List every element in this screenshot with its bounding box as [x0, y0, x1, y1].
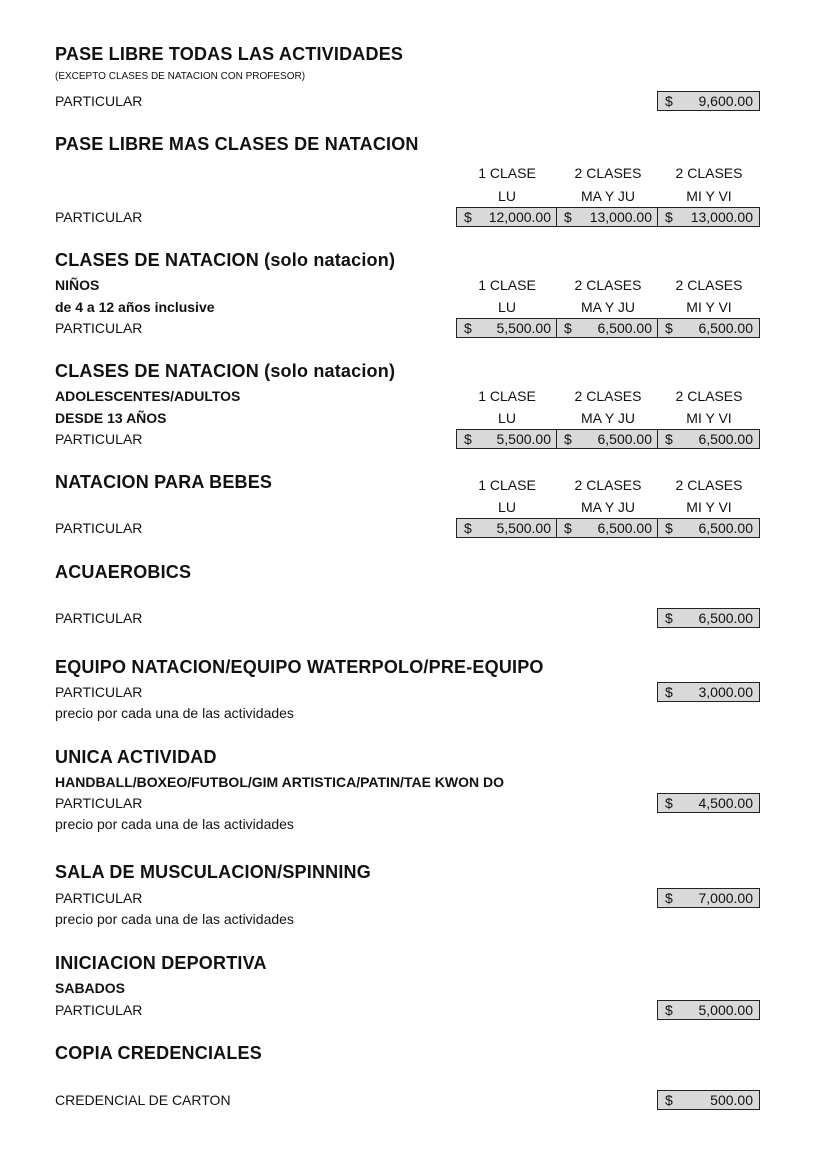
col-head-2-clases: 2 CLASES	[574, 477, 642, 493]
price-cell	[456, 518, 558, 538]
price-value: 6,500.00	[597, 431, 652, 447]
col-days-ma-ju: MA Y JU	[581, 299, 635, 315]
col-days-mi-vi: MI Y VI	[686, 499, 732, 515]
currency-symbol: $	[665, 890, 673, 906]
currency-symbol: $	[464, 320, 472, 336]
row-label-particular: PARTICULAR	[55, 684, 143, 700]
currency-symbol: $	[665, 1092, 673, 1108]
price-value: 5,500.00	[496, 320, 551, 336]
currency-symbol: $	[564, 209, 572, 225]
price-cell	[556, 207, 659, 227]
price-value: 9,600.00	[698, 93, 753, 109]
section-title-credenciales: COPIA CREDENCIALES	[55, 1043, 262, 1063]
col-days-lu: LU	[498, 188, 516, 204]
col-head-1-clase: 1 CLASE	[478, 477, 536, 493]
row-note-per-activity: precio por cada una de las actividades	[55, 705, 294, 721]
row-label-particular: PARTICULAR	[55, 431, 143, 447]
currency-symbol: $	[665, 795, 673, 811]
section-title-unica-actividad: UNICA ACTIVIDAD	[55, 747, 217, 767]
price-cell	[657, 793, 760, 813]
currency-symbol: $	[665, 93, 673, 109]
currency-symbol: $	[464, 431, 472, 447]
price-cell	[657, 1000, 760, 1020]
col-head-1-clase: 1 CLASE	[478, 165, 536, 181]
price-cell	[456, 429, 558, 449]
section-title-natacion-adultos: CLASES DE NATACION (solo natacion)	[55, 361, 396, 381]
price-cell	[657, 318, 760, 338]
section-subtitle: HANDBALL/BOXEO/FUTBOL/GIM ARTISTICA/PATIN/TAE KWON DO	[55, 774, 505, 790]
currency-symbol: $	[665, 431, 673, 447]
currency-symbol: $	[464, 520, 472, 536]
price-value: 13,000.00	[690, 209, 753, 225]
col-days-ma-ju: MA Y JU	[581, 188, 635, 204]
price-cell	[657, 682, 760, 702]
currency-symbol: $	[665, 610, 673, 626]
price-value: 6,500.00	[597, 320, 652, 336]
price-cell	[657, 888, 760, 908]
section-title-pase-libre: PASE LIBRE TODAS LAS ACTIVIDADES	[55, 44, 404, 64]
price-value: 12,000.00	[488, 209, 551, 225]
section-title-pase-libre-natacion: PASE LIBRE MAS CLASES DE NATACION	[55, 134, 419, 154]
currency-symbol: $	[564, 520, 572, 536]
price-cell	[456, 318, 558, 338]
col-days-ma-ju: MA Y JU	[581, 499, 635, 515]
col-head-2-clases: 2 CLASES	[574, 165, 642, 181]
row-label-particular: PARTICULAR	[55, 795, 143, 811]
row-label-credencial: CREDENCIAL DE CARTON	[55, 1092, 231, 1108]
currency-symbol: $	[464, 209, 472, 225]
col-days-mi-vi: MI Y VI	[686, 188, 732, 204]
price-cell	[657, 91, 760, 111]
section-subtitle: DESDE 13 AÑOS	[55, 410, 167, 426]
price-value: 7,000.00	[698, 890, 753, 906]
col-head-2-clases: 2 CLASES	[675, 388, 743, 404]
section-title-iniciacion: INICIACION DEPORTIVA	[55, 953, 267, 973]
price-cell	[556, 429, 659, 449]
price-value: 5,500.00	[496, 431, 551, 447]
col-head-2-clases: 2 CLASES	[574, 277, 642, 293]
section-subtitle: de 4 a 12 años inclusive	[55, 299, 215, 315]
price-value: 6,500.00	[597, 520, 652, 536]
row-label-particular: PARTICULAR	[55, 209, 143, 225]
currency-symbol: $	[665, 684, 673, 700]
col-head-1-clase: 1 CLASE	[478, 277, 536, 293]
row-label-particular: PARTICULAR	[55, 890, 143, 906]
col-days-ma-ju: MA Y JU	[581, 410, 635, 426]
section-title-acuaerobics: ACUAEROBICS	[55, 562, 192, 582]
section-title-natacion-ninos: CLASES DE NATACION (solo natacion)	[55, 250, 396, 270]
price-value: 500.00	[710, 1092, 753, 1108]
section-subtitle: NIÑOS	[55, 277, 100, 293]
currency-symbol: $	[665, 209, 673, 225]
col-head-2-clases: 2 CLASES	[574, 388, 642, 404]
price-cell	[657, 608, 760, 628]
currency-symbol: $	[564, 431, 572, 447]
col-days-lu: LU	[498, 410, 516, 426]
row-label-particular: PARTICULAR	[55, 93, 143, 109]
currency-symbol: $	[665, 1002, 673, 1018]
col-days-mi-vi: MI Y VI	[686, 410, 732, 426]
row-note-per-activity: precio por cada una de las actividades	[55, 911, 294, 927]
currency-symbol: $	[665, 320, 673, 336]
col-head-2-clases: 2 CLASES	[675, 277, 743, 293]
price-value: 6,500.00	[698, 431, 753, 447]
section-title-equipo: EQUIPO NATACION/EQUIPO WATERPOLO/PRE-EQUIPO	[55, 657, 544, 677]
col-head-2-clases: 2 CLASES	[675, 165, 743, 181]
row-label-particular: PARTICULAR	[55, 1002, 143, 1018]
price-value: 6,500.00	[698, 610, 753, 626]
section-subtitle: SABADOS	[55, 980, 126, 996]
col-head-1-clase: 1 CLASE	[478, 388, 536, 404]
row-note-per-activity: precio por cada una de las actividades	[55, 816, 294, 832]
price-value: 3,000.00	[698, 684, 753, 700]
row-label-particular: PARTICULAR	[55, 320, 143, 336]
price-cell	[556, 518, 659, 538]
price-value: 6,500.00	[698, 520, 753, 536]
price-value: 5,500.00	[496, 520, 551, 536]
price-cell	[556, 318, 659, 338]
price-value: 13,000.00	[589, 209, 652, 225]
price-value: 6,500.00	[698, 320, 753, 336]
col-days-lu: LU	[498, 499, 516, 515]
price-value: 4,500.00	[698, 795, 753, 811]
col-days-mi-vi: MI Y VI	[686, 299, 732, 315]
price-cell	[657, 429, 760, 449]
price-cell	[657, 1090, 760, 1110]
col-days-lu: LU	[498, 299, 516, 315]
col-head-2-clases: 2 CLASES	[675, 477, 743, 493]
price-cell	[456, 207, 558, 227]
row-label-particular: PARTICULAR	[55, 610, 143, 626]
price-value: 5,000.00	[698, 1002, 753, 1018]
row-label-particular: PARTICULAR	[55, 520, 143, 536]
currency-symbol: $	[564, 320, 572, 336]
section-title-musculacion: SALA DE MUSCULACION/SPINNING	[55, 862, 371, 882]
price-cell	[657, 207, 760, 227]
currency-symbol: $	[665, 520, 673, 536]
section-note-pase-libre: (EXCEPTO CLASES DE NATACION CON PROFESOR)	[55, 71, 306, 82]
section-title-natacion-bebes: NATACION PARA BEBES	[55, 472, 273, 492]
price-cell	[657, 518, 760, 538]
section-subtitle: ADOLESCENTES/ADULTOS	[55, 388, 241, 404]
